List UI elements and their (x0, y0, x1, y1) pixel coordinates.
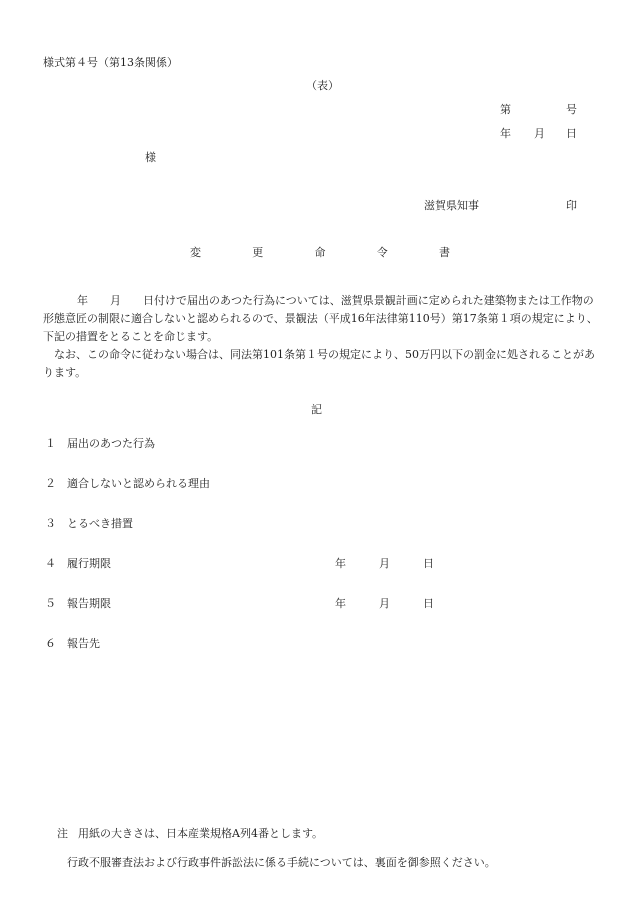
item-number: ６ (45, 637, 56, 650)
penalty-text: なお、この命令に従わない場合は、同法第101条第１号の規定により、50万円以下の罰金に処されることがあります。 (43, 348, 595, 379)
title-char: 更 (252, 246, 264, 259)
penalty-paragraph (43, 346, 603, 382)
item-label: 履行期限 (67, 557, 111, 570)
addressee-suffix: 様 (145, 151, 156, 164)
date-year: 年 (500, 127, 511, 140)
para-year: 年 (77, 294, 88, 307)
title-char: 命 (314, 246, 326, 259)
report-month: 月 (379, 597, 390, 610)
deadline-month: 月 (379, 557, 390, 570)
date-day: 日 (566, 127, 577, 140)
item-label: 適合しないと認められる理由 (67, 477, 210, 490)
deadline-year: 年 (335, 557, 346, 570)
para-month: 月 (110, 294, 121, 307)
title-char: 変 (190, 246, 201, 259)
report-year: 年 (335, 597, 346, 610)
item-number: ２ (45, 477, 56, 490)
date-month: 月 (534, 127, 545, 140)
title-char: 書 (439, 246, 450, 259)
side-label: （表） (306, 79, 339, 92)
item-number: ５ (45, 597, 56, 610)
doc-number-suffix: 号 (566, 103, 577, 116)
title-char: 令 (376, 246, 388, 259)
form-number: 様式第４号（第13条関係） (43, 56, 178, 69)
seal-mark: 印 (566, 199, 577, 212)
doc-number-prefix: 第 (500, 103, 511, 116)
item-label: 報告期限 (67, 597, 111, 610)
note-label: 注 (57, 827, 68, 840)
document-title (190, 247, 450, 258)
note-appeal-procedure: 行政不服審査法および行政事件訴訟法に係る手続については、裏面を御参照ください。 (67, 856, 496, 869)
ki-label: 記 (311, 403, 322, 416)
report-day: 日 (423, 597, 434, 610)
item-number: ４ (45, 557, 56, 570)
issuer: 滋賀県知事 (424, 199, 479, 212)
item-number: １ (45, 437, 56, 450)
item-label: 届出のあつた行為 (67, 437, 155, 450)
note-paper-size: 用紙の大きさは、日本産業規格A列4番とします。 (78, 827, 324, 840)
para-text: 日付けで届出のあつた行為については、滋賀県景観計画に定められた建築物または工作物の形態意匠の制限に適合しないと認められるので、景観法（平成16年法律第110号）第17条第１項の規定により、下記の措置をとることを命じます。 (43, 294, 598, 343)
item-label: とるべき措置 (67, 517, 133, 530)
deadline-day: 日 (423, 557, 434, 570)
item-label: 報告先 (67, 637, 100, 650)
order-paragraph (43, 292, 603, 346)
item-number: ３ (45, 517, 56, 530)
